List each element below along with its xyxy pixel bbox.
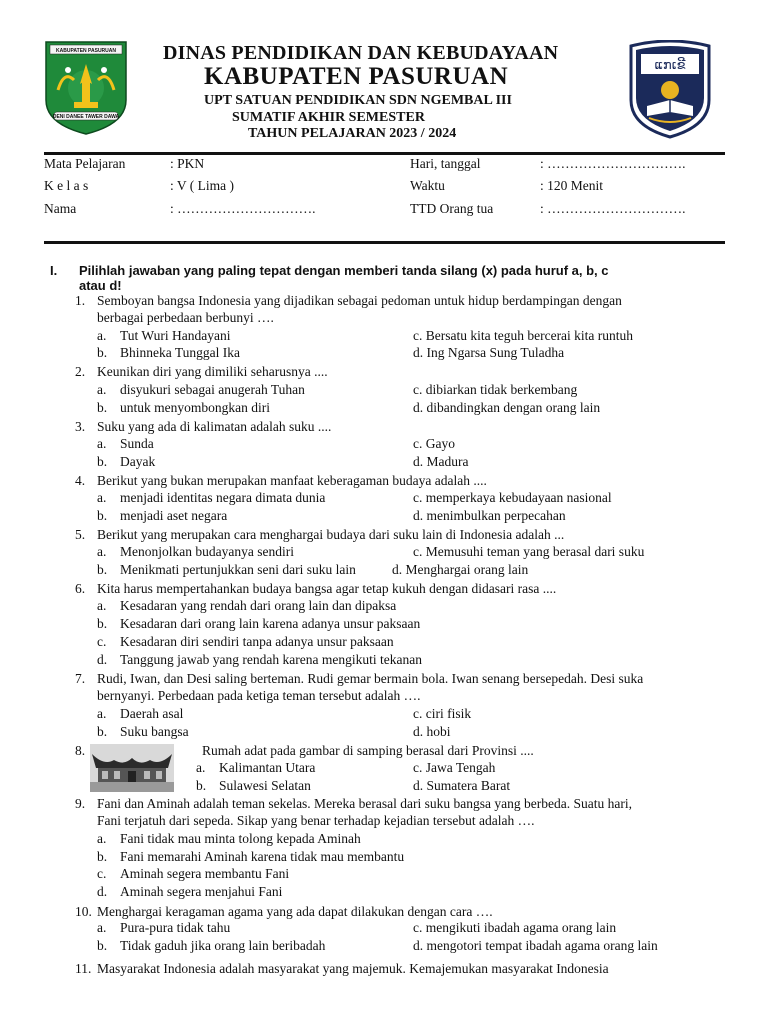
option-d[interactable]: d. Menghargai orang lain (392, 562, 529, 577)
time-value: : 120 Menit (540, 178, 603, 193)
option-b-letter: b. (97, 616, 108, 631)
section-instruction-line-2: atau d! (79, 278, 122, 293)
subject-value: : PKN (170, 156, 205, 171)
class-value: : V ( Lima ) (170, 178, 234, 193)
left-logo (44, 40, 128, 136)
option-d-letter: d. (97, 652, 108, 667)
question-stem: Berikut yang bukan merupakan manfaat keberagaman budaya adalah .... (97, 473, 487, 488)
question-stem: Semboyan bangsa Indonesia yang dijadikan sebagai pedoman untuk hidup berdampingan dengan (97, 293, 622, 308)
option-b[interactable]: Sulawesi Selatan (219, 778, 311, 793)
option-b[interactable]: Dayak (120, 454, 156, 469)
option-a-letter: a. (97, 598, 107, 613)
option-a-letter: a. (97, 328, 107, 343)
header-line-1: DINAS PENDIDIKAN DAN KEBUDAYAAN (163, 42, 559, 64)
question-number: 10. (75, 904, 92, 919)
option-a-letter: a. (97, 436, 107, 451)
subject-label: Mata Pelajaran (44, 156, 126, 171)
info-rule (44, 241, 725, 244)
option-c[interactable]: c. memperkaya kebudayaan nasional (413, 490, 612, 505)
question-stem: Fani terjatuh dari sepeda. Sikap yang benar terhadap kejadian tersebut adalah …. (97, 813, 535, 828)
option-d[interactable]: d. hobi (413, 724, 451, 739)
rumah-gadang-image (90, 744, 174, 792)
option-d[interactable]: d. Sumatera Barat (413, 778, 511, 793)
option-b[interactable]: menjadi aset negara (120, 508, 228, 523)
time-label: Waktu (410, 178, 445, 193)
option-a-letter: a. (97, 831, 107, 846)
class-label: K e l a s (44, 178, 89, 193)
section-number: I. (50, 263, 58, 278)
option-d[interactable]: Aminah segera menjahui Fani (120, 884, 283, 899)
option-d[interactable]: d. menimbulkan perpecahan (413, 508, 566, 523)
option-c[interactable]: c. mengikuti ibadah agama orang lain (413, 920, 617, 935)
option-d-letter: d. (97, 884, 108, 899)
option-c[interactable]: c. Bersatu kita teguh bercerai kita runtuh (413, 328, 634, 343)
name-value[interactable]: : …………………………. (170, 201, 316, 216)
option-b-letter: b. (196, 778, 207, 793)
option-c[interactable]: Kesadaran diri sendiri tanpa adanya unsur paksaan (120, 634, 394, 649)
option-b-letter: b. (97, 849, 108, 864)
question-number: 5. (75, 527, 86, 542)
option-b[interactable]: Bhinneka Tunggal Ika (120, 345, 240, 360)
option-a-letter: a. (97, 544, 107, 559)
option-c[interactable]: c. ciri fisik (413, 706, 472, 721)
question-stem: Rumah adat pada gambar di samping berasal dari Provinsi .... (202, 743, 534, 758)
option-a[interactable]: Pura-pura tidak tahu (120, 920, 231, 935)
option-b-letter: b. (97, 508, 108, 523)
header-rule (44, 152, 725, 155)
name-label: Nama (44, 201, 77, 216)
option-c[interactable]: c. dibiarkan tidak berkembang (413, 382, 578, 397)
svg-text:KABUPATEN PASURUAN: KABUPATEN PASURUAN (56, 48, 116, 54)
question-stem: Menghargai keragaman agama yang ada dapat dilakukan dengan cara …. (97, 904, 493, 919)
option-a-letter: a. (97, 490, 107, 505)
question-stem: Fani dan Aminah adalah teman sekelas. Mereka berasal dari suku bangsa yang berbeda. Suatu hari, (97, 796, 632, 811)
option-b[interactable]: Suku bangsa (120, 724, 189, 739)
svg-text:DENI DANEE TAWER DAWA: DENI DANEE TAWER DAWA (52, 114, 120, 120)
option-b[interactable]: Menikmati pertunjukkan seni dari suku lain (120, 562, 356, 577)
option-d[interactable]: d. mengotori tempat ibadah agama orang lain (413, 938, 658, 953)
option-a[interactable]: Fani tidak mau minta tolong kepada Aminah (120, 831, 361, 846)
option-d[interactable]: d. dibandingkan dengan orang lain (413, 400, 601, 415)
question-number: 7. (75, 671, 86, 686)
option-a-letter: a. (97, 382, 107, 397)
question-stem: bernyanyi. Perbedaan pada ketiga teman tersebut adalah …. (97, 688, 421, 703)
option-a-letter: a. (196, 760, 206, 775)
option-a-letter: a. (97, 706, 107, 721)
option-b-letter: b. (97, 938, 108, 953)
option-b-letter: b. (97, 724, 108, 739)
question-number: 2. (75, 364, 86, 379)
question-number: 3. (75, 419, 86, 434)
question-stem: berbagai perbedaan berbunyi …. (97, 310, 274, 325)
date-label: Hari, tanggal (410, 156, 481, 171)
section-instruction-line-1: Pilihlah jawaban yang paling tepat dengan memberi tanda silang (x) pada huruf a, b, c (79, 263, 609, 278)
option-a[interactable]: Kalimantan Utara (219, 760, 316, 775)
option-d[interactable]: d. Madura (413, 454, 469, 469)
option-a[interactable]: Tut Wuri Handayani (120, 328, 231, 343)
option-b[interactable]: untuk menyombongkan diri (120, 400, 270, 415)
option-a[interactable]: disyukuri sebagai anugerah Tuhan (120, 382, 305, 397)
question-number: 11. (75, 961, 92, 976)
question-stem: Keunikan diri yang dimiliki seharusnya .... (97, 364, 328, 379)
header-line-4: SUMATIF AKHIR SEMESTER (232, 110, 425, 125)
option-b[interactable]: Tidak gaduh jika orang lain beribadah (120, 938, 326, 953)
question-stem: Kita harus mempertahankan budaya bangsa agar tetap kukuh dengan didasari rasa .... (97, 581, 557, 596)
right-logo (627, 40, 713, 140)
option-a-letter: a. (97, 920, 107, 935)
option-a[interactable]: Menonjolkan budayanya sendiri (120, 544, 294, 559)
question-number: 8. (75, 743, 86, 758)
svg-text:ແກເຂີ: ແກເຂີ (654, 57, 686, 72)
option-b[interactable]: Kesadaran dari orang lain karena adanya unsur paksaan (120, 616, 421, 631)
header-line-5: TAHUN PELAJARAN 2023 / 2024 (248, 126, 457, 141)
option-c[interactable]: c. Gayo (413, 436, 455, 451)
option-a[interactable]: Kesadaran yang rendah dari orang lain dan dipaksa (120, 598, 397, 613)
question-stem: Berikut yang merupakan cara menghargai budaya dari suku lain di Indonesia adalah ... (97, 527, 565, 542)
question-number: 6. (75, 581, 86, 596)
question-number: 1. (75, 293, 86, 308)
option-c[interactable]: c. Memusuhi teman yang berasal dari suku (413, 544, 645, 559)
option-b-letter: b. (97, 454, 108, 469)
option-a[interactable]: Daerah asal (120, 706, 184, 721)
option-b-letter: b. (97, 345, 108, 360)
option-a[interactable]: Sunda (120, 436, 154, 451)
date-value[interactable]: : …………………………. (540, 156, 686, 171)
option-b-letter: b. (97, 562, 108, 577)
option-c[interactable]: Aminah segera membantu Fani (120, 866, 290, 881)
question-number: 4. (75, 473, 86, 488)
option-a[interactable]: menjadi identitas negara dimata dunia (120, 490, 326, 505)
option-b-letter: b. (97, 400, 108, 415)
parent-signature-label: TTD Orang tua (410, 201, 494, 216)
option-b[interactable]: Fani memarahi Aminah karena tidak mau membantu (120, 849, 405, 864)
option-d[interactable]: d. Ing Ngarsa Sung Tuladha (413, 345, 565, 360)
option-c[interactable]: c. Jawa Tengah (413, 760, 496, 775)
question-number: 9. (75, 796, 86, 811)
option-c-letter: c. (97, 866, 107, 881)
option-d[interactable]: Tanggung jawab yang rendah karena mengikuti tekanan (120, 652, 422, 667)
header-line-2: KABUPATEN PASURUAN (204, 63, 509, 90)
question-stem: Rudi, Iwan, dan Desi saling berteman. Rudi gemar bermain bola. Iwan senang bersepedah. Desi suka (97, 671, 644, 686)
option-c-letter: c. (97, 634, 107, 649)
parent-signature-value[interactable]: : …………………………. (540, 201, 686, 216)
question-stem: Suku yang ada di kalimatan adalah suku .... (97, 419, 332, 434)
header-line-3: UPT SATUAN PENDIDIKAN SDN NGEMBAL III (204, 93, 512, 108)
question-stem: Masyarakat Indonesia adalah masyarakat yang majemuk. Kemajemukan masyarakat Indonesia (97, 961, 609, 976)
